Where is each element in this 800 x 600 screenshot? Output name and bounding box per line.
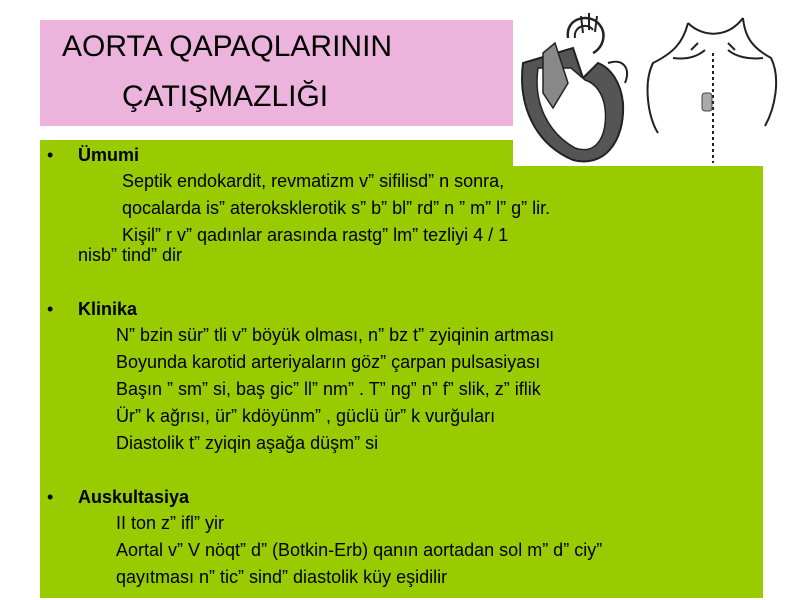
slide-title-line-1: AORTA QAPAQLARININ [62, 30, 393, 63]
bullet-icon: • [47, 487, 54, 507]
heart-section-icon [522, 13, 627, 161]
section-line: qayıtması n” tic” sind” diastolik küy eşidilir [116, 567, 448, 587]
section-line: nisb” tind” dir [78, 245, 183, 265]
torso-outline-icon [648, 18, 777, 163]
section-line: II ton z” ifl” yir [116, 513, 225, 533]
bullet-icon: • [47, 299, 54, 319]
auscultation-point-icon [702, 93, 712, 111]
section-line: Aortal v” V nöqt” d” (Botkin-Erb) qanın aortadan sol m” d” ciy” [116, 540, 603, 560]
slide-title-line-2: ÇATIŞMAZLIĞI [122, 80, 329, 113]
section-heading-klinika: Klinika [78, 299, 138, 319]
section-line: Ür” k ağrısı, ür” kdöyünm” , güclü ür” k vurğuları [116, 406, 496, 426]
bullet-icon: • [47, 145, 54, 165]
section-line: Başın ” sm” si, baş gic” ll” nm” . T” ng” n” f” slik, z” iflik [116, 379, 541, 399]
section-heading-umumi: Ümumi [78, 145, 140, 165]
section-line: Kişil” r v” qadınlar arasında rastg” lm” tezliyi 4 / 1 [122, 225, 509, 245]
section-line: Septik endokardit, revmatizm v” sifilisd” n sonra, [122, 171, 505, 191]
section-line: N” bzin sür” tli v” böyük olması, n” bz t” zyiqinin artması [116, 325, 555, 345]
section-line: qocalarda is” ateroksklerotik s” b” bl” rd” n ” m” l” g” lir. [122, 198, 551, 218]
heart-anatomy-illustration [513, 8, 788, 168]
section-line: Diastolik t” zyiqin aşağa düşm” si [116, 433, 379, 453]
section-heading-auskultasiya: Auskultasiya [78, 487, 190, 507]
section-line: Boyunda karotid arteriyaların göz” çarpan pulsasiyası [116, 352, 541, 372]
